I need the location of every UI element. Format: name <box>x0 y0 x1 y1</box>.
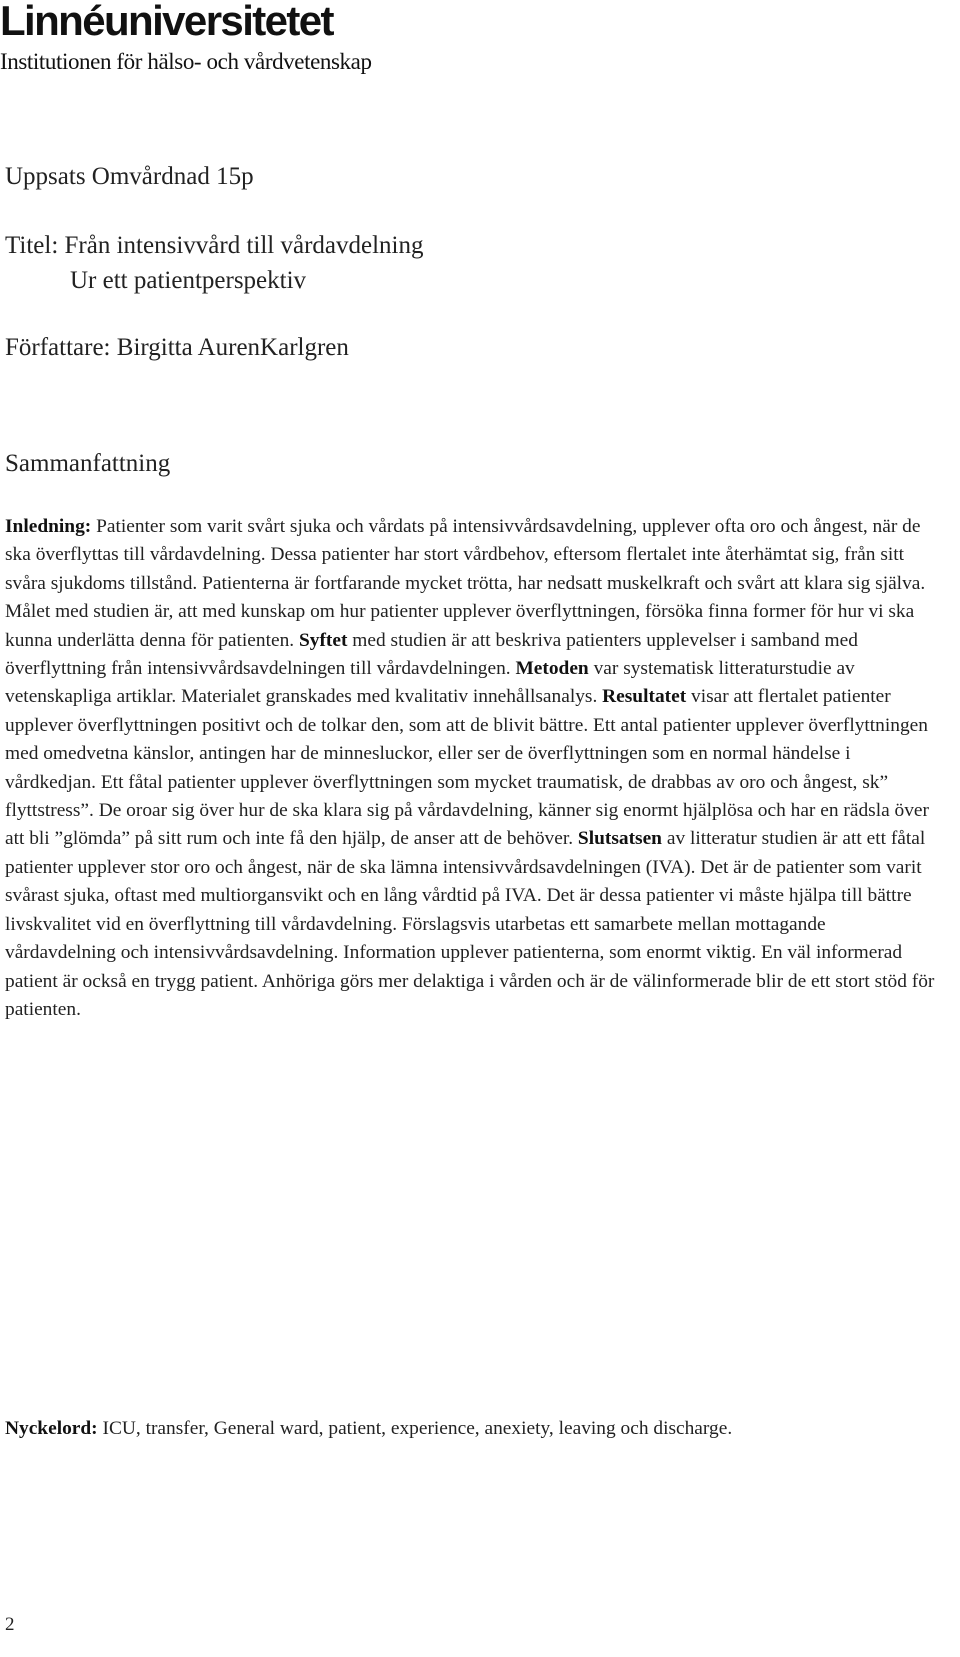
author-label: Författare: <box>5 334 111 361</box>
keywords-label: Nyckelord: <box>5 1418 98 1439</box>
document-title: Från intensivvård till vårdavdelning <box>64 232 424 259</box>
abstract-paragraph <box>5 513 940 1024</box>
purpose-text: med studien är att beskriva patienters upplevelser i samband med överflyttning från intensivvårdsavdelningen till vårdavdelningen. <box>5 629 858 680</box>
author-name: Birgitta AurenKarlgren <box>116 334 349 361</box>
document-type: Uppsats Omvårdnad 15p <box>5 163 254 190</box>
abstract <box>5 513 940 1024</box>
method-text: var systematisk litteraturstudie av vetenskapliga artiklar. Materialet granskades med kvalitativ innehållsanalys. <box>5 658 855 708</box>
purpose-label: Syftet <box>298 629 348 651</box>
department-name: Institutionen för hälso- och vårdvetenskap <box>0 49 372 74</box>
results-text: visar att flertalet patienter upplever överflyttningen positivt och de tolkar den, som att de blivit bättre. Ett antal patienter upplever överflyttningen med omedvetna känslor, antingen har de minnesluckor, eller ser de överflyttningen som en normal händelse i vårdkedjan. Ett fåtal patienter upplever överflyttningen som mycket traumatisk, de drabbas av oro och ångest, sk” flyttstress”. De oroar sig över hur de ska klara sig på vårdavdelning, känner sig enormt hjälplösa och har en rädsla över att bli ”glömda” på sitt rum och inte få den hjälp, de anser att de behöver. <box>5 686 929 850</box>
keywords-line <box>5 1415 732 1443</box>
method-label: Metoden <box>515 658 589 680</box>
conclusion-text: av litteratur studien är att ett fåtal patienter upplever stor oro och ångest, när de ska lämna intensivvårdsavdelningen (IVA). Det är de patienter som varit svårast sjuka, oftast med multiorgansvikt och en lång vårdtid på IVA. Det är dessa patienter vi måste hjälpa till bättre livskvalitet vid en överflyttning till vårdavdelning. Förslagsvis utarbetas ett samarbete mellan mottagande vårdavdelning och intensivvårdsavdelning. Information upplever patienterna, som enormt viktig. En väl informerad patient är också en trygg patient. Anhöriga görs mer delaktiga i vården och är de välinformerade blir de ett stort stöd för patienten. <box>5 828 935 1020</box>
intro-label: Inledning: <box>5 516 92 537</box>
intro-text: Patienter som varit svårt sjuka och vårdats på intensivvårdsavdelning, upplever ofta oro och ångest, när de ska överflyttas till vårdavdelning. Dessa patienter har stort vårdbehov, eftersom flertalet inte återhämtat sig, från sitt svåra sjukdoms tillstånd. Patienterna är fortfarande mycket trötta, har nedsatt muskelkraft och svårt att klara sig själva. Målet med studien är, att med kunskap om hur patienter upplever överflyttningen, försöka finna former för hur vi ska kunna underlätta denna för patienten. <box>5 516 926 651</box>
page-number: 2 <box>5 1614 15 1635</box>
author-line <box>5 333 349 363</box>
summary-heading: Sammanfattning <box>5 450 171 477</box>
title-label: Titel: <box>5 232 59 259</box>
university-name: Linnéuniversitetet <box>0 0 333 44</box>
conclusion-label: Slutsatsen <box>577 828 662 850</box>
title-line <box>5 231 423 261</box>
document-subtitle: Ur ett patientperspektiv <box>70 267 307 294</box>
results-label: Resultatet <box>602 686 687 708</box>
keywords-text: ICU, transfer, General ward, patient, experience, anexiety, leaving och discharge. <box>97 1418 733 1439</box>
